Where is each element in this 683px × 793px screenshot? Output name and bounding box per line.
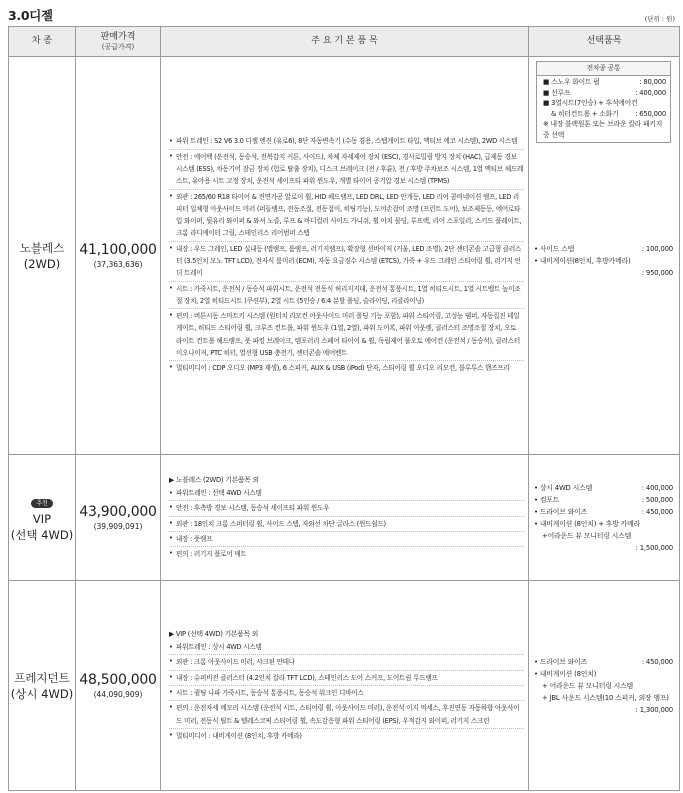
sale-price: 41,100,000 (79, 242, 157, 258)
trim-row-vip (9, 455, 680, 581)
price-table (8, 26, 680, 791)
list-item: • 파워 트레인 : S2 V6 3.0 디젤 엔진 (유로6), 8단 자동변속기 (수동 겸용, 스탭게이트 타입, 액티브 에코 시스템), 2WD 시스템 (169, 135, 524, 147)
list-item: • 시트 : 퀼팅 나파 가죽시트, 동승석 통풍시트, 동승석 워크인 디바이스 (169, 685, 524, 699)
list-item: • 안전 : 후측방 경보 시스템, 동승석 세이프티 파워 윈도우 (169, 500, 524, 514)
option-label: • 사이드 스텝 (534, 245, 575, 253)
option-label: ■ 3열시트(7인승) + 후석에어컨 (543, 99, 638, 107)
trim-price (76, 57, 161, 455)
option-label: ■ 스노우 화이트 펄 (543, 78, 600, 86)
option-label: & 히터컨트롤 + 소화기 (551, 109, 619, 118)
trim-row-president (9, 581, 680, 791)
option-label: + 어라운드 뷰 모니터링 시스템 (542, 681, 634, 690)
sale-price: 48,500,000 (79, 672, 157, 688)
common-options-note: ※ 내장 블랙원톤 또는 브라운 칼라 패키지 중 선택 (543, 120, 663, 139)
header-trim: 차 종 (9, 27, 76, 57)
option-label: • 드라이브 와이즈 (534, 657, 588, 666)
list-item: • 파워트레인 : 선택 4WD 시스템 (169, 487, 524, 499)
list-item: • 내장 : 풋램프 (169, 531, 524, 545)
list-item: • 멀티미디어 : 내비게이션 (8인치, 후방 카메라) (169, 728, 524, 742)
trim-row-noblesse (9, 57, 680, 455)
option-label: • 상시 4WD 시스템 (534, 483, 593, 492)
header-price: 판매가격 (공급가격) (76, 27, 161, 57)
page-title: 3.0디젤 (8, 8, 53, 23)
list-item: • 멀티미디어 : CDP 오디오 (MP3 재생), 6 스피커, AUX & USB (iPod) 단자, 스티어링 휠 오디오 리모컨, 블루투스 핸즈프리 (169, 360, 524, 374)
trim-price (76, 455, 161, 581)
items-header: ▶ 노블레스 (2WD) 기본품목 외 (169, 475, 259, 484)
option-label: • 컴포트 (534, 495, 560, 504)
option-price: : 400,000 (641, 483, 673, 492)
option-price: : 100,000 (641, 245, 673, 253)
header-row (9, 27, 680, 57)
option-label: • 내비게이션(8인치, 후방카메라) (534, 257, 631, 265)
basic-items (161, 57, 529, 455)
option-items (529, 581, 680, 791)
list-item: • 외관 : 265/60 R18 타이어 & 전면가공 알로이 휠, HID 헤드램프, LED DRL, LED 안개등, LED 리어 콤비네이션 램프, LED 리피터 일체형 아웃사이드 미러 (퍼들램프, 전동조절, 전동접이, 히팅기능), 도어손잡이 조명 (프런트 도어), 보조제동등, 에어로타입 와이퍼, 뒷유리 와이퍼 & 와셔 노즐, 루프 & 바디컬러 사이드 가니쉬, 휠 아치 몰딩, 루프랙, 리어 스포일러, 스키드 플레이트, 크롬 라디에이터 그릴, 스테인리스 리어범퍼 스텝 (169, 189, 524, 240)
supply-price: (39,909,091) (93, 522, 143, 531)
supply-price: (44,090,909) (93, 690, 143, 699)
list-item: • 편의 : 러기지 플로어 매트 (169, 546, 524, 560)
recommend-badge: 추천 (31, 499, 53, 508)
option-label: • 드라이브 와이즈 (534, 507, 588, 516)
option-label: +어라운드 뷰 모니터링 시스템 (542, 531, 632, 540)
supply-price: (37,363,636) (93, 260, 143, 269)
trim-price (76, 581, 161, 791)
option-price: : 450,000 (641, 657, 673, 666)
items-header: ▶ VIP (선택 4WD) 기본품목 외 (169, 629, 259, 638)
basic-items (161, 455, 529, 581)
option-price: : 450,000 (641, 507, 673, 516)
list-item: • 편의 : 운전자세 메모리 시스템 (운전석 시트, 스티어링 휠, 아웃사이드 미러), 운전석 이지 억세스, 후진연동 자동하향 아웃사이드 미러, 전동식 틸트 & 텔레스코픽 스티어링 휠, 속도감응형 파워 스티어링 (EPS), 우적감지 와이퍼, 러기지 스크린 (169, 700, 524, 727)
basic-items (161, 581, 529, 791)
option-items (529, 455, 680, 581)
option-label: + JBL 사운드 시스템(10 스피커, 외장 앰프) (542, 693, 669, 702)
common-options-title: 전차종 공통 (537, 62, 670, 76)
option-price: : 500,000 (641, 495, 673, 504)
list-item: • 편의 : 버튼시동 스마트키 시스템 (원터치 리모컨 아웃사이드 미러 폴딩 기능 포함), 파워 스티어링, 고성능 댐퍼, 자동집진 테일게이트, 히티드 스티어링 휠, 크루즈 컨트롤, 파워 윈도우 (1열, 2열), 파워 도어록, 파워 아웃렛, 클러스터 조명조절 장치, 오토 라이트 컨트롤 헤드램프, 풋 파킹 브레이크, 템포러리 스페어 타이어 & 휠, 독립제어 풀오토 에어컨 (운전석 / 동승석), 클러스터 이오나이저, PTC 히터, 열선형 USB 충전기, 센터콘솔 에어벤트 (169, 308, 524, 359)
list-item: • 내장 : 슈퍼비전 클러스터 (4.2인치 칼라 TFT LCD), 스테인리스 도어 스커프, 도어트림 무드램프 (169, 670, 524, 684)
list-item: • 파워트레인 : 상시 4WD 시스템 (169, 641, 524, 653)
option-price: : 950,000 (641, 269, 673, 277)
option-price: : 1,500,000 (635, 543, 673, 552)
option-label: ■ 선루프 (543, 88, 571, 97)
trim-name: 추천 VIP (선택 4WD) (9, 455, 76, 581)
list-item: • 외관 : 18인치 크롬 스퍼터링 휠, 사이드 스텝, 자외선 차단 글라스 (윈드쉴드) (169, 516, 524, 530)
trim-name: 프레지던트 (상시 4WD) (9, 581, 76, 791)
list-item: • 외관 : 크롬 아웃사이드 미러, 샤크핀 안테나 (169, 654, 524, 668)
sale-price: 43,900,000 (79, 504, 157, 520)
common-options-box (536, 61, 671, 143)
option-price: : 80,000 (639, 78, 666, 86)
option-price: : 400,000 (635, 88, 666, 97)
option-label: • 내비게이션 (8인치) + 후방 카메라 (534, 519, 641, 528)
list-item: • 내장 : 우드 그레인, LED 실내등 (맵램프, 룸램프, 러기지램프), 확장형 선바이저 (거울, LED 조명), 2단 센터콘솔 고급형 클러스터 (3.5인치 모노 TFT LCD), 전자식 룸미러 (ECM), 자동 요금징수 시스템 (ETCS), 가죽 + 우드 그레인 스티어링 휠, 러기지 언더 트레이 (169, 241, 524, 280)
option-price: : 1,300,000 (635, 705, 673, 714)
list-item: • 안전 : 에어백 (운전석, 동승석, 전복감지 커튼, 사이드), 차체 자세제어 장치 (ESC), 경사로밀림 방지 장치 (HAC), 급제동 경보 시스템 (ESS), 차동기어 잠금 장치 (험로 탈출 장치), 디스크 브레이크 (전 / 후륜), 전 / 후방 주차보조 시스템, 1열 액티브 헤드레스트, 유아용 시트 고정 장치, 운전석 세이프티 파워 윈도우, 개별 타이어 공기압 경보 시스템 (TPMS) (169, 149, 524, 188)
header-options: 선택품목 (529, 27, 680, 57)
unit-label: (단위 : 원) (644, 15, 675, 23)
header-items: 주 요 기 본 품 목 (161, 27, 529, 57)
option-price: : 650,000 (635, 109, 666, 118)
option-label: • 내비게이션 (8인치) (534, 669, 597, 678)
list-item: • 시트 : 가죽시트, 운전석 / 동승석 파워시트, 운전석 전동식 허리지지대, 운전석 통풍시트, 1열 히티드시트, 1열 시트벨트 높이조절 장치, 2열 히티드시트 (쿠션부), 2열 시트 (5인승 / 6:4 분할 폴딩, 슬라이딩, 리클라이닝) (169, 281, 524, 308)
trim-name: 노블레스 (2WD) (9, 57, 76, 455)
option-items (529, 57, 680, 455)
